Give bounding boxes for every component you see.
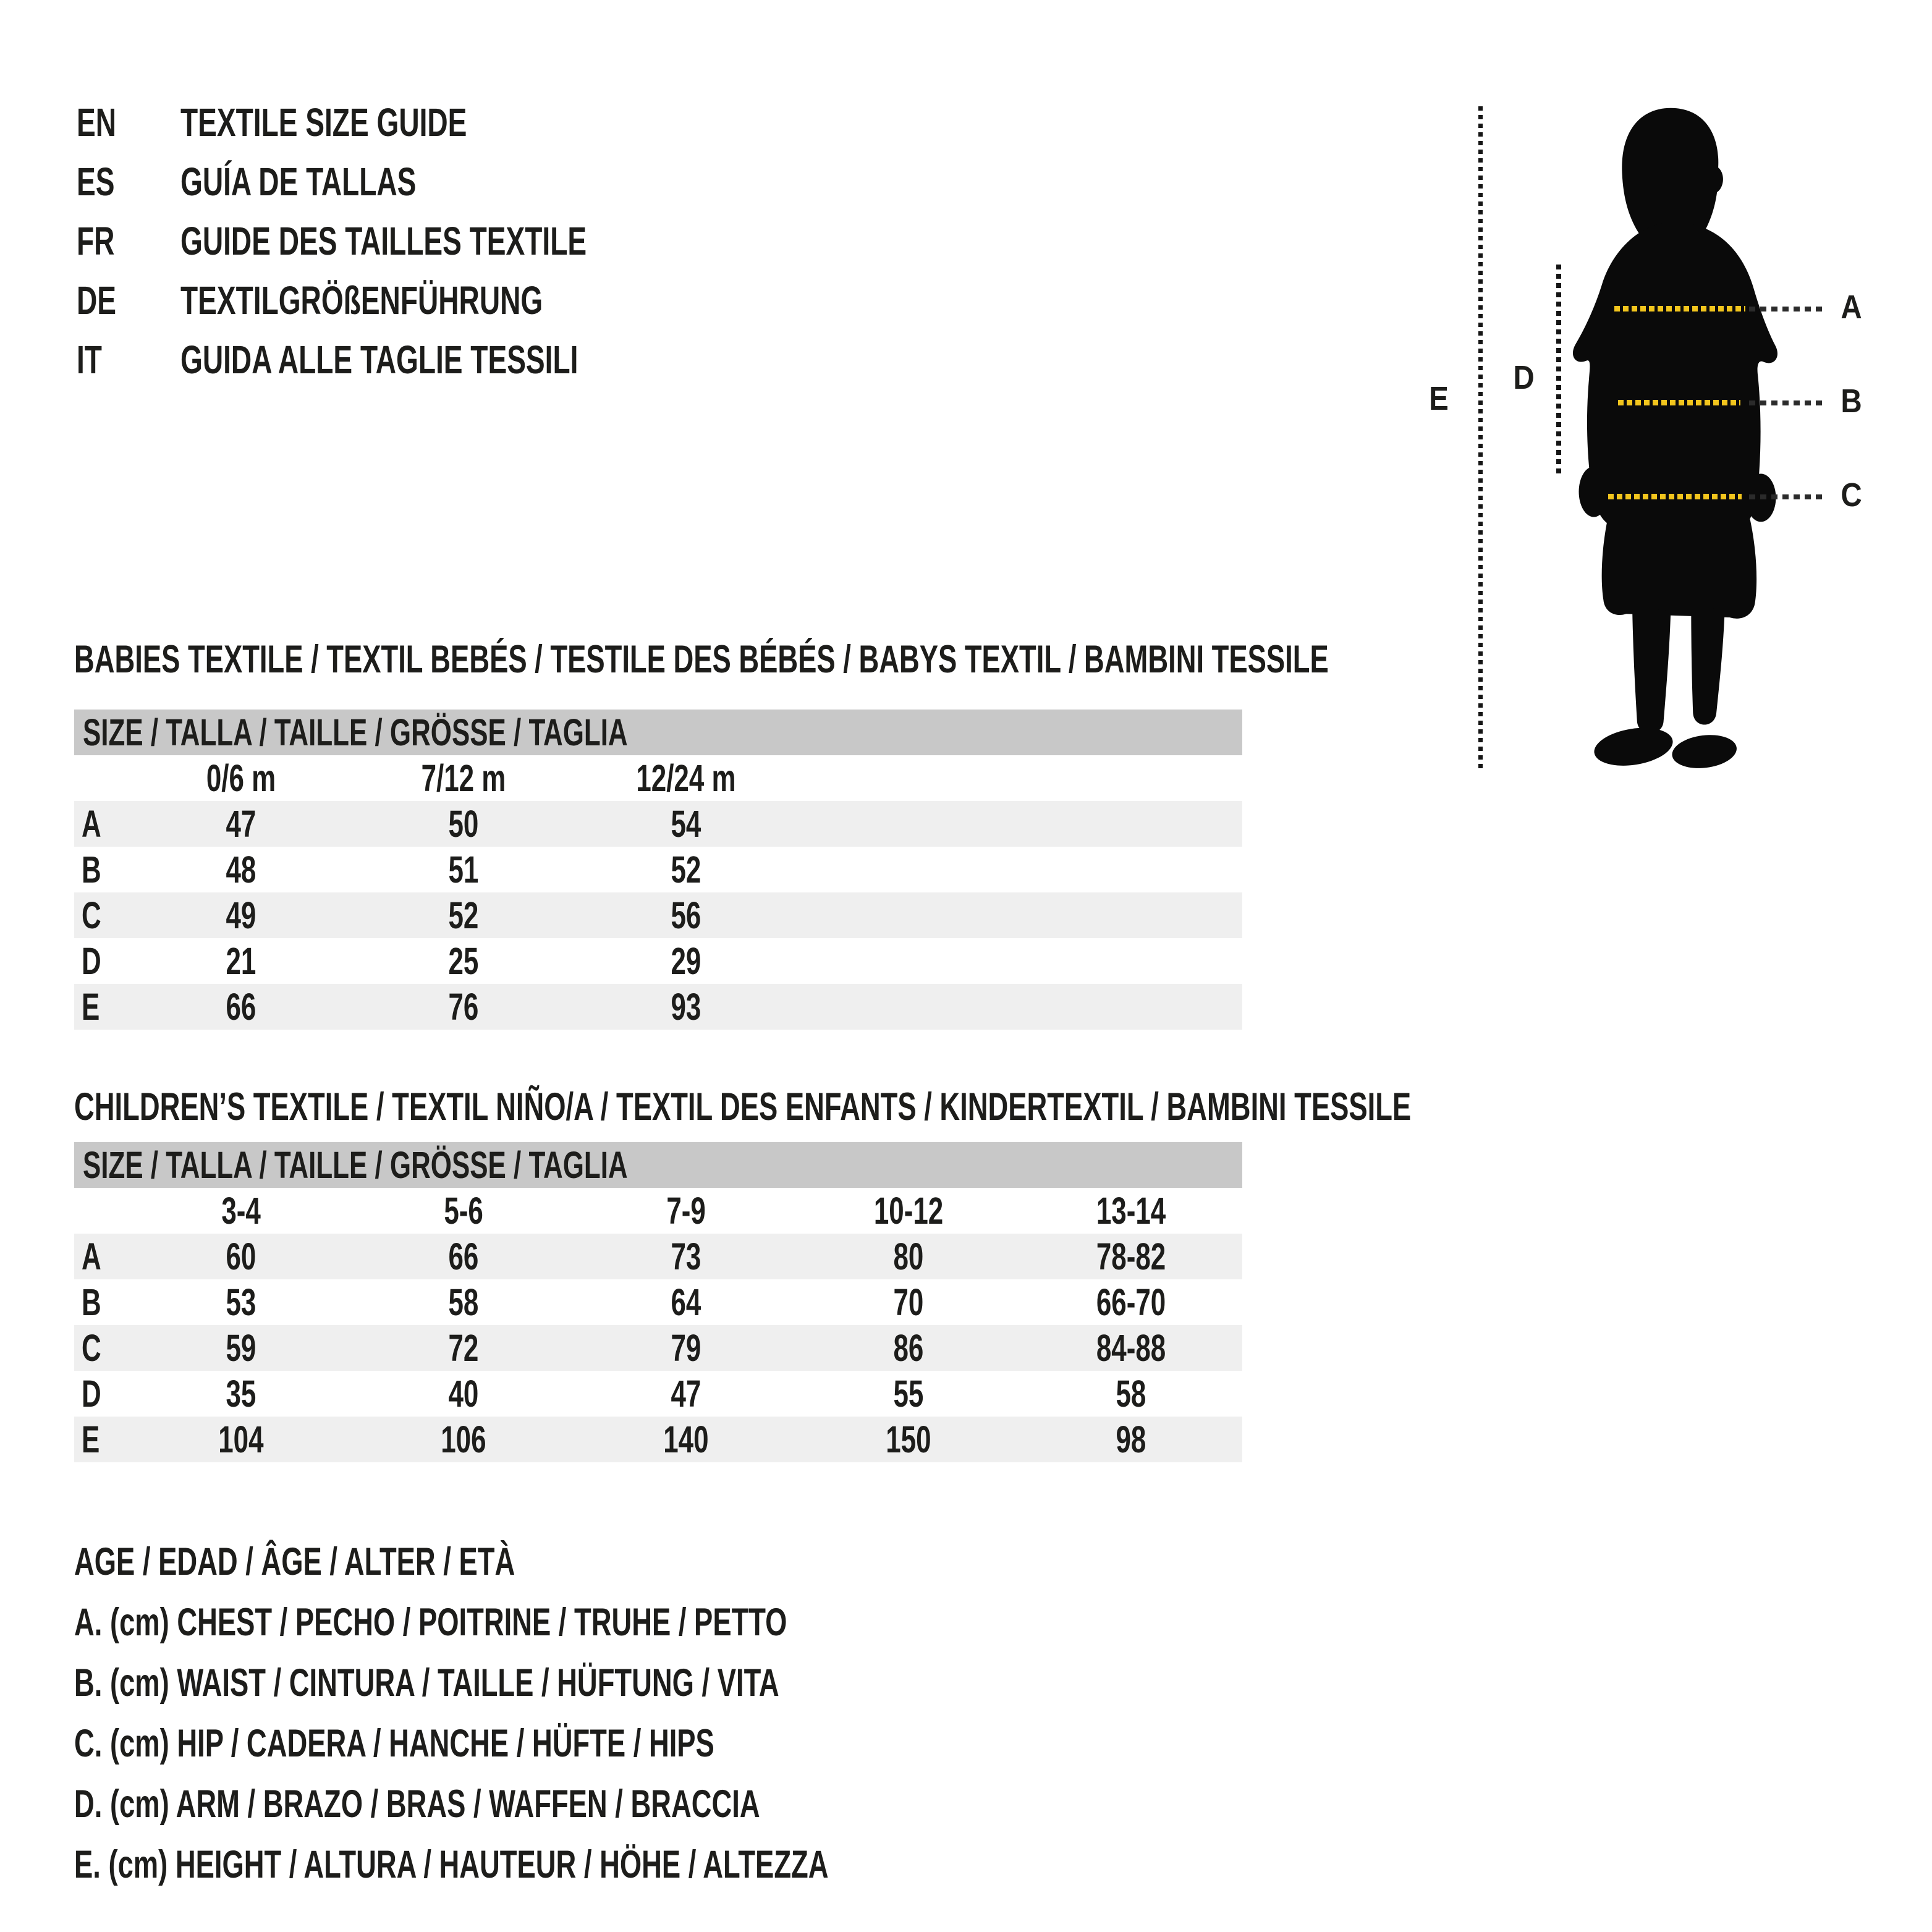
table-row-D <box>74 938 1242 984</box>
column-header: 7/12 m <box>421 757 506 799</box>
babies-size-header-bar: SIZE / TALLA / TAILLE / GRÖSSE / TAGLIA <box>74 710 1242 755</box>
table-cell: 80 <box>893 1235 924 1277</box>
legend-height: E. (cm) HEIGHT / ALTURA / HAUTEUR / HÖHE / ALTEZZA <box>74 1843 829 1886</box>
chest-callout-line <box>1749 307 1824 311</box>
table-cell: 25 <box>448 940 479 982</box>
row-label: B <box>82 849 101 891</box>
row-label: E <box>82 1418 100 1460</box>
table-cell: 21 <box>226 940 256 982</box>
children-section-heading: CHILDREN’S TEXTILE / TEXTIL NIÑO/A / TEXTIL DES ENFANTS / KINDERTEXTIL / BAMBINI TESSILE <box>74 1085 1412 1129</box>
table-cell: 58 <box>448 1281 479 1323</box>
table-cell: 73 <box>671 1235 701 1277</box>
table-cell: 140 <box>663 1418 709 1460</box>
height-measure-label: E <box>1429 380 1449 417</box>
table-cell: 66 <box>448 1235 479 1277</box>
language-title-block <box>77 93 744 389</box>
guide-title-it: GUIDA ALLE TAGLIE TESSILI <box>180 337 578 382</box>
column-header: 10-12 <box>873 1190 944 1232</box>
lang-code: IT <box>77 337 102 382</box>
measurement-legend <box>74 1532 1122 1895</box>
table-cell: 35 <box>226 1373 256 1415</box>
babies-section-heading: BABIES TEXTILE / TEXTIL BEBÉS / TESTILE DES BÉBÉS / BABYS TEXTIL / BAMBINI TESSILE <box>74 638 1329 681</box>
table-row-E <box>74 1417 1242 1462</box>
table-row-B <box>74 1279 1242 1325</box>
table-cell: 98 <box>1116 1418 1146 1460</box>
table-cell: 51 <box>448 849 479 891</box>
column-header: 12/24 m <box>636 757 736 799</box>
row-label: C <box>82 894 101 936</box>
table-row-E <box>74 984 1242 1030</box>
table-cell: 79 <box>671 1327 701 1369</box>
row-label: E <box>82 986 100 1028</box>
babies-size-table <box>74 710 1242 1030</box>
column-header: 7-9 <box>666 1190 706 1232</box>
guide-title-en: TEXTILE SIZE GUIDE <box>180 100 467 145</box>
legend-waist: B. (cm) WAIST / CINTURA / TAILLE / HÜFTUNG / VITA <box>74 1661 779 1705</box>
table-cell: 150 <box>886 1418 931 1460</box>
table-cell: 47 <box>671 1373 701 1415</box>
row-label: A <box>82 803 101 845</box>
table-row-A <box>74 1234 1242 1279</box>
table-cell: 106 <box>441 1418 486 1460</box>
waist-callout-line <box>1749 400 1824 405</box>
table-cell: 58 <box>1116 1373 1146 1415</box>
table-cell: 29 <box>671 940 701 982</box>
arm-measure-line <box>1556 265 1561 476</box>
table-cell: 59 <box>226 1327 256 1369</box>
table-cell: 52 <box>671 849 701 891</box>
children-column-header-row <box>74 1188 1242 1234</box>
lang-row-it <box>77 330 744 389</box>
table-cell: 72 <box>448 1327 479 1369</box>
table-row-A <box>74 801 1242 847</box>
hip-callout-line <box>1749 494 1824 499</box>
chest-measure-line <box>1614 306 1745 311</box>
table-cell: 66 <box>226 986 256 1028</box>
children-size-table <box>74 1142 1242 1462</box>
table-cell: 53 <box>226 1281 256 1323</box>
table-cell: 55 <box>893 1373 924 1415</box>
table-cell: 86 <box>893 1327 924 1369</box>
waist-measure-line <box>1618 400 1740 405</box>
table-cell: 47 <box>226 803 256 845</box>
table-cell: 52 <box>448 894 479 936</box>
lang-code: EN <box>77 100 117 145</box>
table-cell: 104 <box>218 1418 264 1460</box>
table-cell: 49 <box>226 894 256 936</box>
arm-measure-label: D <box>1513 359 1535 396</box>
table-cell: 76 <box>448 986 479 1028</box>
guide-title-es: GUÍA DE TALLAS <box>180 159 417 204</box>
column-header: 0/6 m <box>206 757 276 799</box>
guide-title-de: TEXTILGRÖßENFÜHRUNG <box>180 278 543 323</box>
table-row-B <box>74 847 1242 892</box>
row-label: B <box>82 1281 101 1323</box>
column-header: 5-6 <box>444 1190 483 1232</box>
table-cell: 66-70 <box>1096 1281 1166 1323</box>
lang-row-de <box>77 271 744 330</box>
lang-code: ES <box>77 159 115 204</box>
lang-row-es <box>77 152 744 211</box>
table-cell: 60 <box>226 1235 256 1277</box>
table-row-D <box>74 1371 1242 1417</box>
legend-chest: A. (cm) CHEST / PECHO / POITRINE / TRUHE / PETTO <box>74 1601 787 1644</box>
guide-title-fr: GUIDE DES TAILLES TEXTILE <box>180 219 587 263</box>
children-size-header-bar: SIZE / TALLA / TAILLE / GRÖSSE / TAGLIA <box>74 1142 1242 1188</box>
table-cell: 50 <box>448 803 479 845</box>
table-cell: 64 <box>671 1281 701 1323</box>
table-cell: 70 <box>893 1281 924 1323</box>
table-row-C <box>74 892 1242 938</box>
table-cell: 48 <box>226 849 256 891</box>
lang-row-fr <box>77 211 744 271</box>
legend-age: AGE / EDAD / ÂGE / ALTER / ETÀ <box>74 1540 515 1583</box>
table-cell: 40 <box>448 1373 479 1415</box>
table-cell: 54 <box>671 803 701 845</box>
table-cell: 84-88 <box>1096 1327 1166 1369</box>
babies-column-header-row <box>74 755 1242 801</box>
column-header: 3-4 <box>221 1190 261 1232</box>
lang-row-en <box>77 93 744 152</box>
table-cell: 93 <box>671 986 701 1028</box>
table-row-C <box>74 1325 1242 1371</box>
column-header: 13-14 <box>1096 1190 1166 1232</box>
row-label: D <box>82 1373 101 1415</box>
row-label: C <box>82 1327 101 1369</box>
table-cell: 56 <box>671 894 701 936</box>
legend-hip: C. (cm) HIP / CADERA / HANCHE / HÜFTE / HIPS <box>74 1722 714 1765</box>
lang-code: FR <box>77 219 115 263</box>
row-label: D <box>82 940 101 982</box>
hip-measure-label: C <box>1841 477 1862 514</box>
row-label: A <box>82 1235 101 1277</box>
hip-measure-line <box>1608 494 1742 499</box>
chest-measure-label: A <box>1841 289 1862 326</box>
table-cell: 78-82 <box>1096 1235 1166 1277</box>
lang-code: DE <box>77 278 117 323</box>
legend-arm: D. (cm) ARM / BRAZO / BRAS / WAFFEN / BRACCIA <box>74 1782 760 1826</box>
waist-measure-label: B <box>1841 383 1862 420</box>
